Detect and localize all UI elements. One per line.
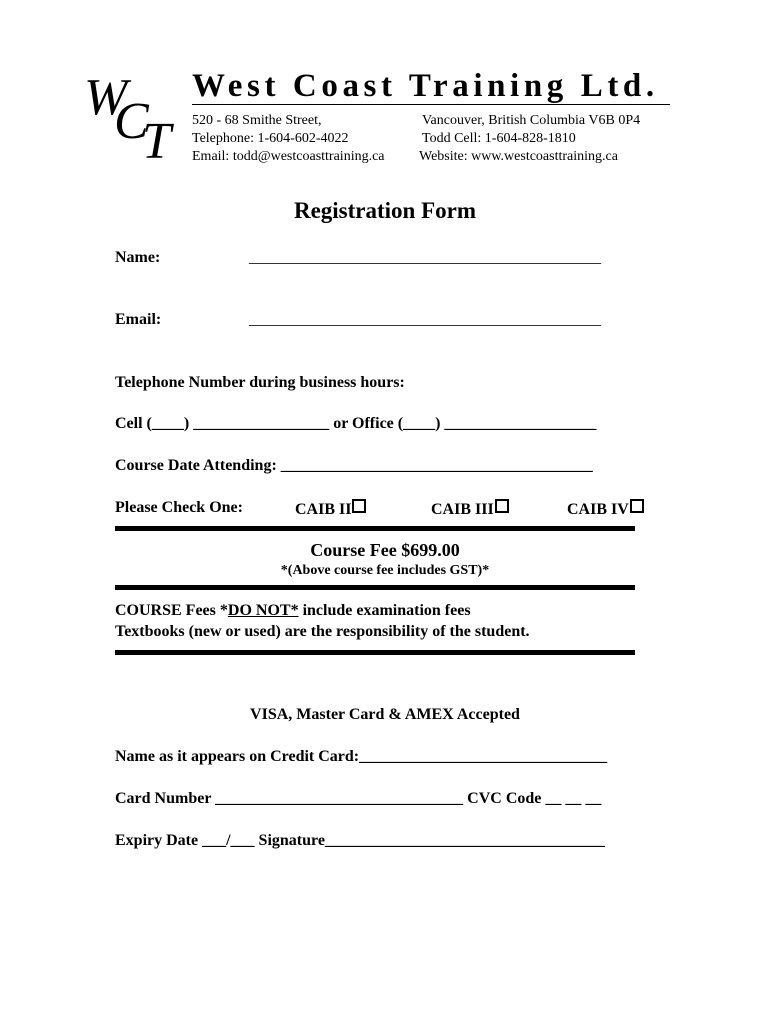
- divider-bar: [115, 650, 635, 655]
- divider-bar: [115, 526, 635, 531]
- card-number-field[interactable]: Card Number _______________________________ CVC Code __ __ __: [115, 790, 602, 807]
- name-field[interactable]: ____________________________________________: [249, 249, 601, 266]
- email-label: Email:: [115, 311, 162, 328]
- expiry-signature-field[interactable]: Expiry Date ___/___ Signature___________________________________: [115, 832, 605, 849]
- telephone: Telephone: 1-604-602-4022: [192, 131, 349, 146]
- card-name-field[interactable]: Name as it appears on Credit Card:_______________________________: [115, 748, 608, 765]
- company-logo-icon: [84, 66, 184, 166]
- email-field[interactable]: ____________________________________________: [249, 311, 601, 328]
- option-label: CAIB III: [431, 501, 494, 518]
- exam-fee-notice: [115, 602, 471, 620]
- name-label: Name:: [115, 249, 161, 266]
- textbook-notice: Textbooks (new or used) are the responsibility of the student.: [115, 623, 530, 640]
- course-fee: Course Fee $699.00: [310, 540, 460, 560]
- checkbox-icon[interactable]: [495, 499, 509, 513]
- company-name: West Coast Training Ltd.: [192, 68, 659, 104]
- website-link[interactable]: Website: www.westcoasttraining.ca: [419, 149, 618, 164]
- svg-text:W: W: [84, 69, 128, 126]
- phone-heading: Telephone Number during business hours:: [115, 374, 405, 391]
- form-title: Registration Form: [293, 198, 477, 223]
- cell-phone: Todd Cell: 1-604-828-1810: [422, 131, 576, 146]
- checkbox-icon[interactable]: [630, 499, 644, 513]
- fee-note: *(Above course fee includes GST)*: [280, 563, 490, 578]
- notice-emphasis: DO NOT*: [227, 602, 299, 619]
- svg-text:C: C: [114, 93, 149, 150]
- notice-suffix: include examination fees: [298, 602, 471, 619]
- option-label: CAIB IV: [567, 501, 629, 518]
- notice-prefix: COURSE Fees *: [115, 602, 228, 619]
- option-label: CAIB II: [295, 501, 352, 518]
- option-caib-iii[interactable]: [431, 499, 509, 519]
- check-one-label: Please Check One:: [115, 499, 243, 516]
- divider-bar: [115, 585, 635, 590]
- option-caib-iv[interactable]: [567, 499, 644, 519]
- svg-text:T: T: [142, 113, 171, 166]
- address-city: Vancouver, British Columbia V6B 0P4: [422, 113, 641, 128]
- address-street: 520 - 68 Smithe Street,: [192, 113, 322, 128]
- course-date-field[interactable]: Course Date Attending: _______________________________________: [115, 457, 593, 474]
- cell-office-field[interactable]: Cell (____) _________________ or Office (____) ___________________: [115, 415, 597, 432]
- header-rule: [192, 104, 670, 105]
- email-link[interactable]: Email: todd@westcoasttraining.ca: [192, 149, 385, 164]
- checkbox-icon[interactable]: [352, 499, 366, 513]
- option-caib-ii[interactable]: [295, 499, 366, 519]
- cards-accepted: VISA, Master Card & AMEX Accepted: [250, 706, 520, 723]
